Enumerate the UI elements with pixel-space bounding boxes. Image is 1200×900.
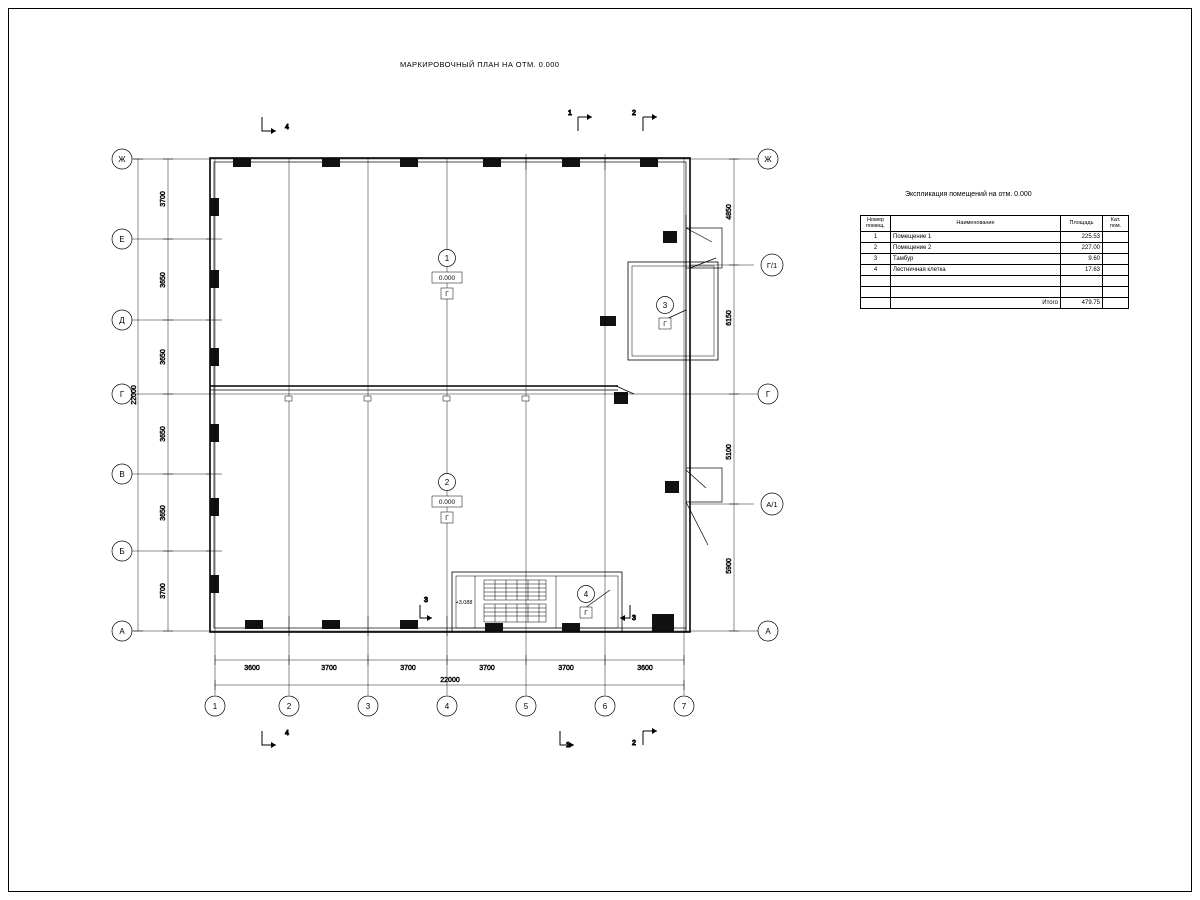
axis-label-2: 2: [286, 702, 292, 711]
section-top-left-label: 4: [285, 124, 289, 131]
room-category-3: Г: [663, 321, 667, 328]
section-bottom-mid-label: 1: [566, 742, 570, 749]
dim-left-4: 3650: [160, 426, 167, 442]
total-category: [1103, 297, 1129, 308]
axis-label-3: 3: [365, 702, 371, 711]
axis-bubbles-bottom: [205, 696, 694, 716]
cell-category: [1103, 275, 1129, 286]
axis-label-1: 1: [212, 702, 218, 711]
page-title: МАРКИРОВОЧНЫЙ ПЛАН НА ОТМ. 0.000: [400, 60, 560, 69]
section-top-mid-label: 1: [568, 110, 572, 117]
cell-category: [1103, 264, 1129, 275]
room-category-2: Г: [445, 515, 449, 522]
dim-bottom-3: 3700: [400, 665, 416, 672]
dim-left-2: 3650: [160, 272, 167, 288]
axis-label-g1: Г/1: [766, 261, 778, 270]
door-swings: [585, 228, 716, 608]
section-inner-right-label: 3: [632, 615, 636, 622]
header-name: Наименование: [891, 216, 1061, 232]
dimension-chain-left: [131, 159, 173, 631]
table-row: [861, 286, 1129, 297]
room-tags: [432, 250, 674, 619]
table-header-row: [861, 216, 1129, 232]
cell-name: Помещение 2: [891, 242, 1061, 253]
cell-area: [1061, 275, 1103, 286]
room-number-1: 1: [444, 254, 450, 263]
cell-name: Тамбур: [891, 253, 1061, 264]
dim-left-1: 3700: [160, 191, 167, 207]
axis-label-4: 4: [444, 702, 450, 711]
cell-name: Помещение 1: [891, 231, 1061, 242]
axis-label-a: А: [119, 627, 125, 636]
dim-bottom-6: 3600: [637, 665, 653, 672]
total-value: 479.75: [1061, 297, 1103, 308]
dim-left-6: 3700: [160, 583, 167, 599]
axis-label-7: 7: [681, 702, 687, 711]
header-area: Площадь: [1061, 216, 1103, 232]
room-number-2: 2: [444, 478, 450, 487]
cell-name: Лестничная клетка: [891, 264, 1061, 275]
dim-right-2: 6150: [726, 310, 733, 326]
dimension-chain-bottom: [215, 655, 684, 690]
columns: [210, 158, 679, 632]
section-bottom-left-label: 4: [285, 730, 289, 737]
axis-label-g: Г: [119, 390, 125, 399]
axis-label-b: Б: [119, 547, 125, 556]
room-level-2: 0.000: [438, 499, 456, 506]
axis-label-zh-right: Ж: [764, 155, 772, 164]
axis-bubbles-left: [112, 149, 132, 641]
cell-area: 9.60: [1061, 253, 1103, 264]
cell-area: 227.00: [1061, 242, 1103, 253]
dim-left-3: 3650: [160, 349, 167, 365]
dim-bottom-5: 3700: [558, 665, 574, 672]
room-number-3: 3: [662, 301, 668, 310]
room-category-4: Г: [584, 610, 588, 617]
cell-number: 3: [861, 253, 891, 264]
header-category-line2: пом.: [1109, 223, 1122, 230]
table-total-row: [861, 297, 1129, 308]
axis-label-a1: А/1: [766, 500, 778, 509]
cell-number: 4: [861, 264, 891, 275]
total-blank: [861, 297, 891, 308]
table-row: [861, 275, 1129, 286]
header-number-line1: Номер: [867, 217, 884, 223]
room-schedule-table: [860, 215, 1129, 309]
axis-bubbles-right: [758, 149, 783, 641]
dimension-chain-right: [726, 159, 739, 631]
table-row: [861, 231, 1129, 242]
header-number: [861, 216, 891, 232]
stair-level-label: +3.088: [455, 600, 473, 606]
cell-number: 1: [861, 231, 891, 242]
header-category: [1103, 216, 1129, 232]
table-row: [861, 253, 1129, 264]
cell-number: [861, 275, 891, 286]
dim-bottom-total: 22000: [440, 677, 460, 684]
cell-name: [891, 275, 1061, 286]
section-markers-bottom: [262, 728, 657, 749]
room-number-4: 4: [583, 590, 589, 599]
table-row: [861, 264, 1129, 275]
dim-right-1: 4850: [726, 204, 733, 220]
dim-bottom-1: 3600: [244, 665, 260, 672]
cell-category: [1103, 231, 1129, 242]
dim-bottom-2: 3700: [321, 665, 337, 672]
window-openings: [285, 396, 529, 401]
header-category-line1: Кат.: [1110, 217, 1121, 223]
cell-area: 17.63: [1061, 264, 1103, 275]
table-title: Экспликация помещений на отм. 0.000: [905, 191, 1032, 198]
header-number-line2: помещ.: [866, 223, 885, 230]
cell-category: [1103, 253, 1129, 264]
room-category-1: Г: [445, 291, 449, 298]
cell-area: 225.53: [1061, 231, 1103, 242]
section-markers-top: [262, 110, 657, 134]
dim-left-5: 3650: [160, 505, 167, 521]
axis-label-g-right: Г: [765, 390, 771, 399]
wall-ticks: [206, 154, 605, 636]
axis-label-6: 6: [602, 702, 608, 711]
section-bottom-right-label: 2: [632, 740, 636, 747]
dim-right-4: 5900: [726, 558, 733, 574]
dim-right-3: 5100: [726, 444, 733, 460]
axis-label-v: В: [119, 470, 125, 479]
table-row: [861, 242, 1129, 253]
section-inner-left-label: 3: [424, 597, 428, 604]
cell-category: [1103, 242, 1129, 253]
section-top-right-label: 2: [632, 110, 636, 117]
axis-label-a-right: А: [765, 627, 771, 636]
dim-bottom-4: 3700: [479, 665, 495, 672]
dim-left-total: 22000: [131, 385, 138, 405]
cell-name: [891, 286, 1061, 297]
axis-label-5: 5: [523, 702, 529, 711]
cell-area: [1061, 286, 1103, 297]
axis-label-zh: Ж: [118, 155, 126, 164]
cell-number: 2: [861, 242, 891, 253]
total-label: Итого: [891, 297, 1061, 308]
cell-category: [1103, 286, 1129, 297]
room-level-1: 0.000: [438, 275, 456, 282]
axis-label-d: Д: [119, 316, 125, 325]
axis-label-e: Е: [119, 235, 125, 244]
cell-number: [861, 286, 891, 297]
